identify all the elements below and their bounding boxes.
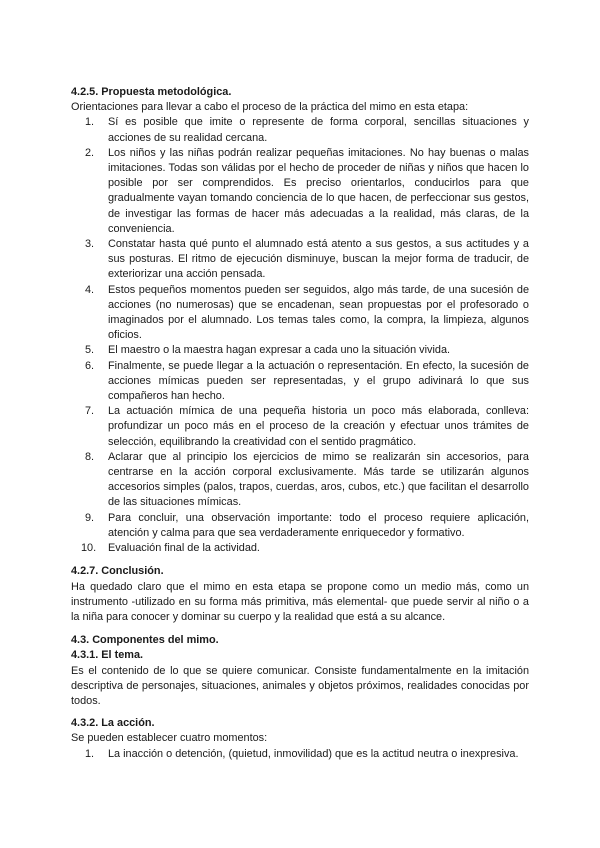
conclusion-paragraph: Ha quedado claro que el mimo en esta etapa se propone como un medio más, como un instrumento -utilizado en su forma más primitiva, más elemental- que puede servir al niño o a la niña para conocer y dominar su cuerpo y la realidad que está a su alcance. xyxy=(71,580,529,623)
list-item-number: 10. xyxy=(81,542,97,555)
list-item xyxy=(71,343,529,358)
spacer xyxy=(71,625,529,633)
list-item-number: 4. xyxy=(85,283,95,296)
list-item xyxy=(71,541,529,556)
list-item-text: Evaluación final de la actividad. xyxy=(108,542,260,555)
list-item-number: 7. xyxy=(85,405,95,418)
list-item-number: 2. xyxy=(85,146,95,159)
list-item xyxy=(71,404,529,450)
list-item xyxy=(71,450,529,511)
theme-paragraph: Es el contenido de lo que se quiere comunicar. Consiste fundamentalmente en la imitación descriptiva de personajes, situaciones, animales y objetos próximos, realidades conocidas por todos. xyxy=(71,664,529,707)
list-item-number: 1. xyxy=(85,747,95,760)
subsection-heading-4-3-1: 4.3.1. El tema. xyxy=(71,649,144,662)
list-item-number: 1. xyxy=(85,116,95,129)
list-item xyxy=(71,359,529,405)
spacer xyxy=(71,709,529,716)
list-item-text: Aclarar que al principio los ejercicios de mimo se realizarán sin accesorios, para centrarse en la acción corporal exclusivamente. Más tarde se utilizarán algunos accesorios simples (palos, trapos, cuerdas, aros, cubos, etc.) que facilitan el desarrollo de las situaciones mímicas. xyxy=(108,450,529,509)
list-item xyxy=(71,511,529,541)
list-item xyxy=(71,146,529,237)
list-item-number: 8. xyxy=(85,450,95,463)
section-heading-4-3: 4.3. Componentes del mimo. xyxy=(71,634,219,647)
list-item-number: 6. xyxy=(85,359,95,372)
subsection-heading-4-3-2: 4.3.2. La acción. xyxy=(71,717,155,730)
list-item xyxy=(71,747,529,762)
action-moments-list xyxy=(71,747,529,762)
list-item-number: 5. xyxy=(85,344,95,357)
methodology-list xyxy=(71,115,529,556)
section-heading-4-2-7: 4.2.7. Conclusión. xyxy=(71,565,164,578)
list-item-text: La inacción o detención, (quietud, inmovilidad) que es la actitud neutra o inexpresiva. xyxy=(108,747,519,760)
section-intro: Orientaciones para llevar a cabo el proceso de la práctica del mimo en esta etapa: xyxy=(71,101,469,114)
list-item-number: 3. xyxy=(85,238,95,251)
list-item-text: Finalmente, se puede llegar a la actuación o representación. En efecto, la sucesión de acciones mímicas pueden ser representadas, y el grupo adivinará lo que sus compañeros han hecho. xyxy=(108,359,529,403)
list-item-text: Constatar hasta qué punto el alumnado está atento a sus gestos, a sus actitudes y a sus posturas. El ritmo de ejecución disminuye, buscan la mejor forma de traducir, de exteriorizar una acción pensada. xyxy=(108,238,529,281)
list-item-text: Estos pequeños momentos pueden ser seguidos, algo más tarde, de una sucesión de acciones (no numerosas) que se encadenan, sean propuestas por el profesorado o imaginados por el alumnado. Los temas tales como, la compra, la limpieza, algunos oficios. xyxy=(108,283,529,342)
list-item xyxy=(71,115,529,145)
list-item-text: La actuación mímica de una pequeña historia un poco más elaborada, conlleva: profundizar un poco más en el proceso de la creación y efectuar unos trámites de selección, equilibrando la creatividad con el sentido pragmático. xyxy=(108,405,529,448)
action-intro: Se pueden establecer cuatro momentos: xyxy=(71,732,268,745)
section-heading-4-2-5: 4.2.5. Propuesta metodológica. xyxy=(71,86,232,98)
list-item-text: Para concluir, una observación importante: todo el proceso requiere aplicación, atención y calma para que sea verdaderamente enriquecedor y formativo. xyxy=(108,511,529,539)
list-item-text: Sí es posible que imite o represente de forma corporal, sencillas situaciones y acciones de su realidad cercana. xyxy=(108,116,529,144)
spacer xyxy=(71,556,529,564)
list-item xyxy=(71,237,529,283)
list-item xyxy=(71,283,529,344)
list-item-text: Los niños y las niñas podrán realizar pequeñas imitaciones. No hay buenas o malas imitaciones. Todas son válidas por el hecho de proceder de niñas y niños que hacen lo posible por ser comprendidos. Es preciso orientarlos, conducirlos para que gradualmente vayan tomando conciencia de lo que hacen, de perfeccionar sus gestos, de investigar las formas de hacer más adecuadas a la realidad, más claras, de la conveniencia. xyxy=(108,146,529,235)
list-item-text: El maestro o la maestra hagan expresar a cada uno la situación vivida. xyxy=(108,344,451,357)
page-content xyxy=(71,85,529,762)
list-item-number: 9. xyxy=(85,511,95,524)
